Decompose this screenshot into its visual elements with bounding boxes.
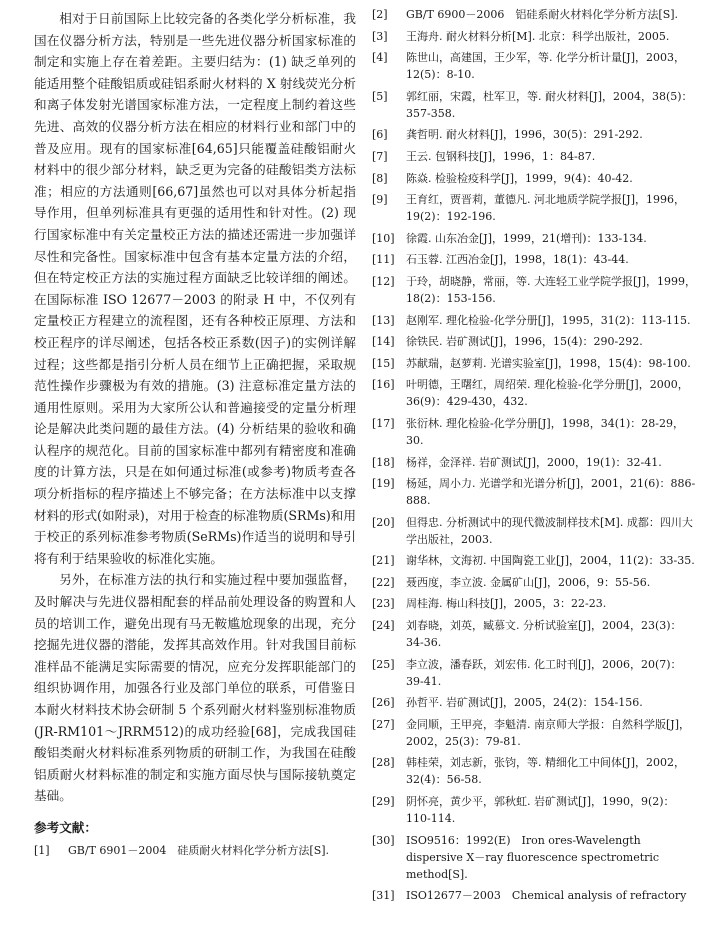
reference-item — [372, 832, 697, 883]
reference-text: 陈焱. 检验检疫科学[J]，1999，9(4)：40-42. — [406, 171, 633, 185]
reference-number: [25] — [372, 657, 395, 671]
reference-number: [27] — [372, 717, 395, 731]
reference-text: 阴怀亮，黄少平，郭秋虹. 岩矿测试[J]，1990，9(2)：110-114. — [406, 795, 675, 826]
right-column-references — [372, 6, 697, 909]
reference-number: [31] — [372, 889, 395, 903]
reference-number: [26] — [372, 696, 395, 710]
reference-number: [11] — [372, 253, 395, 267]
reference-text: 苏献瑞，赵萝莉. 光谱实验室[J]，1998，15(4)：98-100. — [406, 356, 691, 370]
reference-text: 郭红丽，宋霞，杜军卫，等. 耐火材料[J]，2004，38(5)：357-358. — [406, 89, 693, 120]
reference-number: [18] — [372, 455, 395, 469]
reference-item — [372, 191, 697, 225]
reference-number: [16] — [372, 378, 395, 392]
reference-number: [9] — [372, 193, 388, 207]
references-heading: 参考文献： — [34, 819, 97, 835]
reference-number: [29] — [372, 795, 395, 809]
reference-text: 李立波，潘春跃，刘宏伟. 化工时刊[J]，2006，20(7)：39-41. — [406, 657, 682, 688]
reference-number: [12] — [372, 274, 395, 288]
reference-text: 陈世山，高建国，王少军，等. 化学分析计量[J]，2003，12(5)：8-10. — [406, 51, 685, 82]
reference-item — [372, 656, 697, 690]
reference-number: [3] — [372, 29, 388, 43]
reference-text: 石玉蓉. 江西冶金[J]，1998，18(1)：43-44. — [406, 253, 629, 267]
reference-text: 王云. 包钢科技[J]，1996，1：84-87. — [406, 149, 596, 163]
reference-item — [372, 376, 697, 410]
reference-item — [372, 273, 697, 307]
reference-number: [15] — [372, 356, 395, 370]
reference-number: [2] — [372, 8, 388, 21]
reference-text: 韩桂荣，刘志新，张钧，等. 精细化工中间体[J]，2002，32(4)：56-58. — [406, 756, 685, 787]
paragraph-2: 另外，在标准方法的执行和实施过程中要加强监督，及时解决与先进仪器相配套的样品前处理设备的购置和人员的培训工作，避免出现有马无鞍尴尬现象的出现，充分挖掘先进仪器的潜能，发挥其高效作用。针对我国目前标准样品不能满足实际需要的情况，应充分发挥职能部门的组织协调作用，加强各行业及部门单位的联系，可借鉴日本耐火材料技术协会研制 5 个系列耐火材料鉴别标准物质(JR-RM101～JRRM512)的成功经验[68]，完成我国硅酸铝类耐火材料标准系列物质的研制工作，为我国在硅酸铝质耐火材料标准的制定和实施方面尽快与国际接轨奠定基础。 — [34, 572, 356, 804]
reference-item — [372, 793, 697, 827]
reference-number: [30] — [372, 833, 395, 847]
reference-number: [6] — [372, 128, 388, 142]
reference-text: 叶明德，王曙红，周绍荣. 理化检验-化学分册[J]，2000，36(9)：429-430，432. — [406, 378, 689, 409]
reference-item — [372, 454, 697, 471]
reference-item — [34, 842, 356, 859]
reference-item — [372, 694, 697, 711]
reference-text: 聂西度，李立波. 金属矿山[J]，2006，9：55-56. — [406, 575, 651, 589]
reference-number: [28] — [372, 756, 395, 770]
reference-number: [7] — [372, 149, 388, 163]
reference-item — [372, 312, 697, 329]
reference-item — [372, 415, 697, 449]
reference-number: [23] — [372, 597, 395, 611]
reference-text: 金同顺，王甲亮，李魁清. 南京师大学报：自然科学版[J]，2002，25(3)：79-81. — [406, 717, 690, 748]
reference-number: [21] — [372, 554, 395, 568]
paragraph-1: 相对于日前国际上比较完备的各类化学分析标准，我国在仪器分析方法，特别是一些先进仪器分析国家标准的制定和实施上存在着差距。主要归结为：(1) 缺乏单列的能适用整个硅酸铝质或硅铝系耐火材料的 X 射线荧光分析和离子体发射光谱国家标准方法，一定程度上制约着这些先进、高效的仪器分析方法在相应的材料行业和部门中的普及应用。现有的国家标准[64,65]只能覆盖硅酸铝耐火材料中的很少部分材料，缺乏更为完备的硅酸铝类方法标准；相应的方法通则[66,67]虽然也可以对具体分析起指导作用，但单列标准具有更强的适用性和针对性。(2) 现行国家标准中有关定量校正方法的描述还需进一步加强详尽性和完备性。国家标准中包含有基本定量方法的介绍，但在特定校正方法的实施过程方面缺乏比较详细的阐述。在国际标准 ISO 12677－2003 的附录 H 中，不仅列有定量校正方程建立的流程图，还有各种校正原理、方法和校正程序的详尽阐述，包括各校正系数(因子)的实例详解过程；这些都是指引分析人员在细节上正确把握，采取规范性操作步骤极为有效的措施。(3) 注意标准定量方法的通用性原则。采用为大家所公认和普遍接受的定量分析理论是解决此类问题的最佳方法。(4) 分析结果的验收和确认程序的规范化。目前的国家标准中都列有精密度和准确度的计算方法，只是在如何通过标准(或参考)物质考查各项分析指标的程序描述上不够完备；在方法标准中以支撑材料的形式(如附录)，对用于检查的标准物质(SRMs)和用于校正的系列标准参考物质(SeRMs)作适当的说明和导引将有利于结果验收的标准化实施。 — [34, 11, 356, 566]
reference-item — [372, 475, 697, 509]
reference-item — [372, 28, 697, 45]
reference-item — [372, 716, 697, 750]
reference-item — [372, 514, 697, 548]
reference-item — [372, 595, 697, 612]
reference-text: 王海舟. 耐火材料分析[M]. 北京：科学出版社，2005. — [406, 29, 670, 43]
reference-item — [372, 49, 697, 83]
reference-text: ISO12677－2003 Chemical analysis of refractory — [406, 889, 687, 903]
reference-text: 杨延，周小力. 光谱学和光谱分析[J]，2001，21(6)：886-888. — [406, 477, 696, 508]
reference-item — [372, 333, 697, 350]
reference-text: 徐铁民. 岩矿测试[J]，1996，15(4)：290-292. — [406, 335, 643, 349]
reference-item — [372, 617, 697, 651]
reference-text: 张衍林. 理化检验-化学分册[J]，1998，34(1)：28-29，30. — [406, 416, 684, 447]
reference-number: [22] — [372, 575, 395, 589]
reference-number: [8] — [372, 171, 388, 185]
body-text — [34, 8, 356, 807]
reference-number: [13] — [372, 313, 395, 327]
reference-number: [14] — [372, 335, 395, 349]
reference-text: 龚哲明. 耐火材料[J]，1996，30(5)：291-292. — [406, 128, 643, 142]
reference-text: 孙哲平. 岩矿测试[J]，2005，24(2)：154-156. — [406, 696, 643, 710]
reference-item — [372, 170, 697, 187]
left-column — [34, 8, 356, 859]
reference-number: [17] — [372, 416, 395, 430]
reference-text: 杨祥，金泽祥. 岩矿测试[J]，2000，19(1)：32-41. — [406, 455, 662, 469]
reference-item — [372, 552, 697, 569]
reference-item — [372, 148, 697, 165]
reference-item — [372, 574, 697, 591]
reference-item — [372, 754, 697, 788]
reference-item — [372, 355, 697, 372]
reference-item — [372, 230, 697, 247]
reference-item — [372, 887, 697, 904]
reference-number: [4] — [372, 51, 388, 65]
reference-number: [24] — [372, 619, 395, 633]
reference-text: 周桂海. 梅山科技[J]，2005，3：22-23. — [406, 597, 607, 611]
reference-item — [372, 6, 697, 23]
reference-text: GB/T 6901－2004 硅质耐火材料化学分析方法[S]. — [68, 843, 330, 857]
reference-item — [372, 126, 697, 143]
reference-text: 于玲，胡晓静，常丽，等. 大连轻工业学院学报[J]，1999，18(2)：153-156. — [406, 274, 696, 305]
reference-text: 刘春晓，刘英，臧慕文. 分析试验室[J]，2004，23(3)：34-36. — [406, 619, 682, 650]
reference-text: 赵刚军. 理化检验-化学分册[J]，1995，31(2)：113-115. — [406, 313, 691, 327]
reference-item — [372, 88, 697, 122]
reference-text: GB/T 6900－2006 铝硅系耐火材料化学分析方法[S]. — [406, 8, 679, 21]
reference-number: [10] — [372, 231, 395, 245]
reference-number: [1] — [34, 843, 50, 857]
reference-text: 谢华林，文海初. 中国陶瓷工业[J]，2004，11(2)：33-35. — [406, 554, 695, 568]
reference-number: [20] — [372, 515, 395, 529]
reference-text: ISO9516：1992(E) Iron ores-Wavelength dispersive X－ray fluorescence spectrometric method[S]. — [406, 833, 660, 881]
reference-text: 但得忠. 分析测试中的现代微波制样技术[M]. 成都：四川大学出版社，2003. — [406, 515, 693, 546]
reference-text: 王育红，贾晋莉，董德凡. 河北地质学院学报[J]，1996，19(2)：192-196. — [406, 193, 685, 224]
reference-number: [19] — [372, 477, 395, 491]
reference-number: [5] — [372, 89, 388, 103]
reference-item — [372, 251, 697, 268]
reference-text: 徐霞. 山东冶金[J]，1999，21(增刊)：133-134. — [406, 231, 647, 245]
